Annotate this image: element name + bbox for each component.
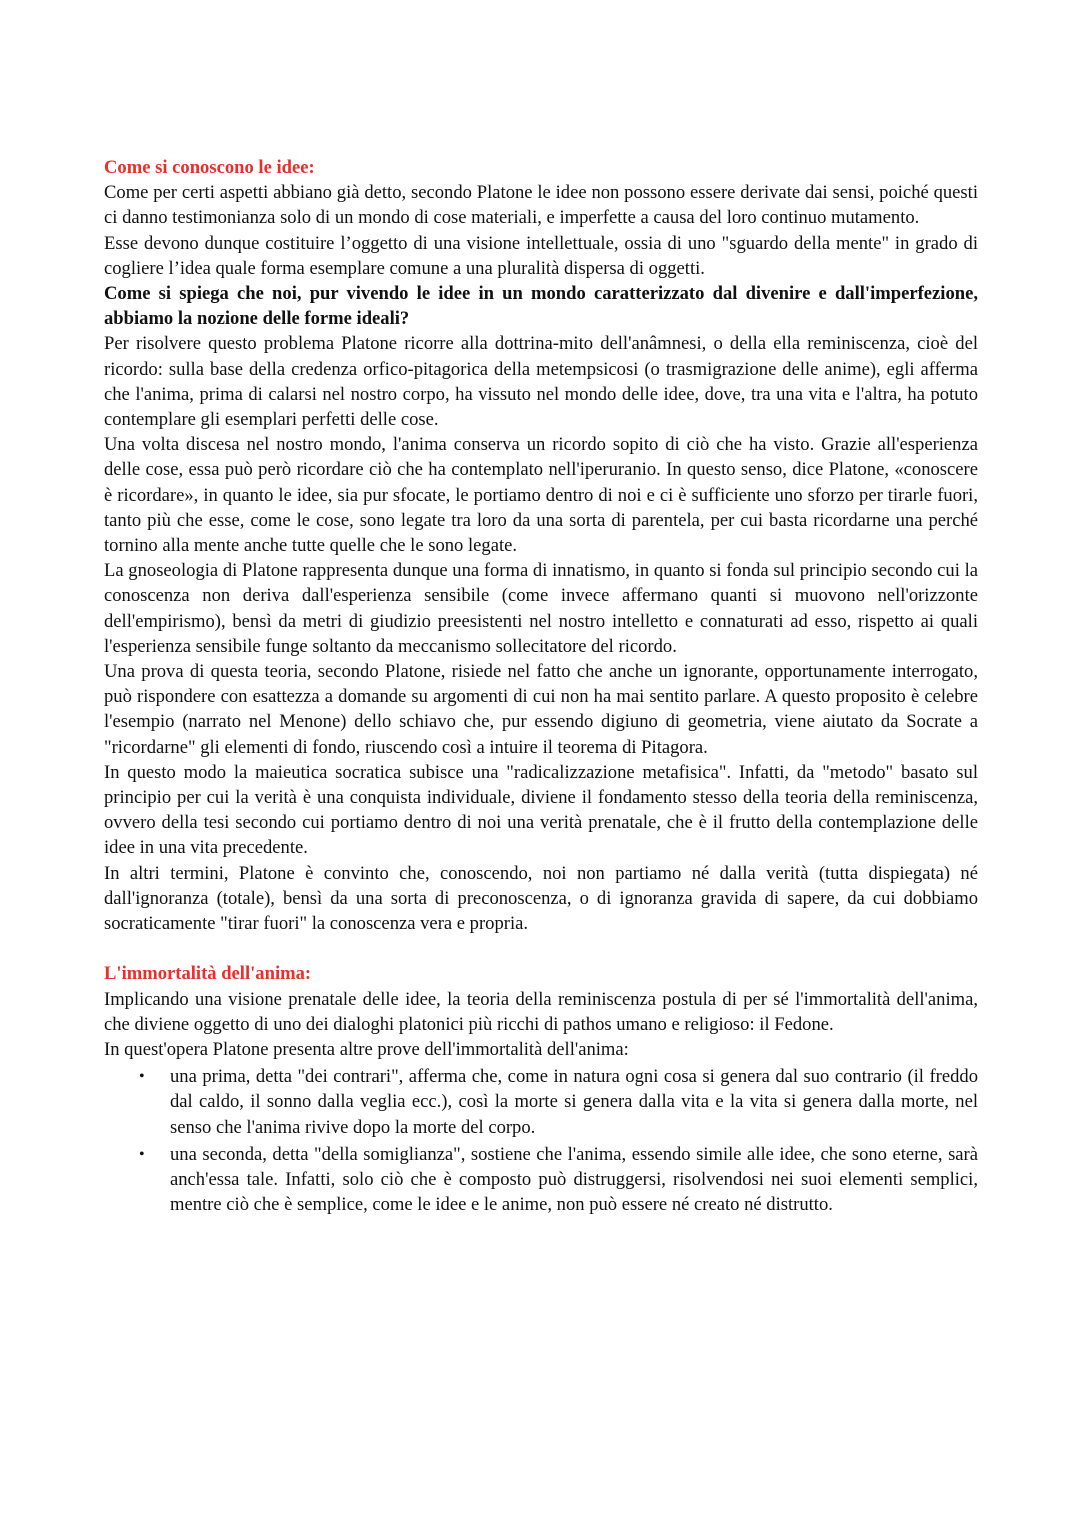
paragraph: La gnoseologia di Platone rappresenta dunque una forma di innatismo, in quanto si fonda sul principio secondo cui la conoscenza non deriva dall'esperienza sensibile (come invece affermano quanti si muovono nell'orizzonte dell'empirismo), bensì da metri di giudizio preesistenti nel nostro intelletto e connaturati ad esso, rispetto ai quali l'esperienza sensibile funge soltanto da meccanismo sollecitatore del ricordo.	[104, 560, 978, 657]
paragraph: In quest'opera Platone presenta altre prove dell'immortalità dell'anima:	[104, 1038, 629, 1060]
document-page	[104, 155, 978, 1217]
paragraph: Una volta discesa nel nostro mondo, l'anima conserva un ricordo sopito di ciò che ha visto. Grazie all'esperienza delle cose, essa può però ricordare ciò che ha contemplato nell'iperuranio. In questo senso, dice Platone, «conoscere è ricordare», in quanto le idee, sia pur sfocate, le portiamo dentro di noi e ci è sufficiente uno sforzo per tirarle fuori, tanto più che esse, come le cose, sono legate tra loro da una sorta di parentela, per cui basta ricordarne una perché tornino alla mente anche tutte quelle che le sono legate.	[104, 434, 978, 557]
paragraph: Esse devono dunque costituire l’oggetto di una visione intellettuale, ossia di uno "sguardo della mente" in grado di cogliere l’idea quale forma esemplare comune a una pluralità dispersa di oggetti.	[104, 232, 978, 279]
paragraph: Per risolvere questo problema Platone ricorre alla dottrina-mito dell'anâmnesi, o della ella reminiscenza, cioè del ricordo: sulla base della credenza orfico-pitagorica della metempsicosi (o trasmigrazione delle anime), egli afferma che l'anima, prima di calarsi nel nostro corpo, ha vissuto nel mondo delle idee, dove, tra una vita e l'altra, ha potuto contemplare gli esemplari perfetti delle cose.	[104, 333, 978, 431]
paragraph: In questo modo la maieutica socratica subisce una "radicalizzazione metafisica". Infatti, da "metodo" basato sul principio per cui la verità è una conquista individuale, diviene il fondamento stesso della teoria della reminiscenza, ovvero della tesi secondo cui portiamo dentro di noi una verità prenatale, che è il frutto della contemplazione delle idee in una vita precedente.	[104, 761, 978, 859]
section-heading-immortality: L'immortalità dell'anima:	[104, 963, 312, 985]
paragraph: Implicando una visione prenatale delle idee, la teoria della reminiscenza postula di per sé l'immortalità dell'anima, che diviene oggetto di uno dei dialoghi platonici più ricchi di pathos umano e religioso: il Fedone.	[104, 988, 978, 1035]
paragraph: Una prova di questa teoria, secondo Platone, risiede nel fatto che anche un ignorante, opportunamente interrogato, può rispondere con esattezza a domande su argomenti di cui non ha mai sentito parlare. A questo proposito è celebre l'esempio (narrato nel Menone) dello schiavo che, pur essendo digiuno di geometria, viene aiutato da Socrate a "ricordarne" gli elementi di fondo, riuscendo così a intuire il teorema di Pitagora.	[104, 661, 978, 758]
bullet-icon: •	[139, 1145, 145, 1163]
paragraph: In altri termini, Platone è convinto che, conoscendo, noi non partiamo né dalla verità (tutta dispiegata) né dall'ignoranza (totale), bensì da una sorta di preconoscenza, o di ignoranza gravida di sapere, da cui dobbiamo socraticamente "tirar fuori" la conoscenza vera e propria.	[104, 862, 978, 935]
list-item	[104, 1064, 978, 1140]
bullet-icon: •	[139, 1068, 145, 1086]
paragraph: Come per certi aspetti abbiano già detto, secondo Platone le idee non possono essere derivate dai sensi, poiché questi ci danno testimonianza solo di un mondo di cose materiali, e imperfette a causa del loro continuo mutamento.	[104, 182, 978, 229]
question-paragraph: Come si spiega che noi, pur vivendo le idee in un mondo caratterizzato dal divenire e dall'imperfezione, abbiamo la nozione delle forme ideali?	[104, 283, 978, 330]
list-item-text: una prima, detta "dei contrari", afferma che, come in natura ogni cosa si genera dal suo contrario (il freddo dal caldo, il sonno dalla veglia ecc.), così la morte si genera dalla vita e la vita si genera dalla morte, nel senso che l'anima rivive dopo la morte del corpo.	[170, 1066, 978, 1138]
list-item	[104, 1142, 978, 1218]
list-item-text: una seconda, detta "della somiglianza", sostiene che l'anima, essendo simile alle idee, che sono eterne, sarà anch'essa tale. Infatti, solo ciò che è composto può distruggersi, risolvendosi nei suoi elementi semplici, mentre ciò che è semplice, come le idee e le anime, non può essere né creato né distrutto.	[170, 1143, 978, 1216]
proof-list	[104, 1064, 978, 1217]
section-heading-knowledge: Come si conoscono le idee:	[104, 157, 315, 178]
section-spacer	[104, 936, 978, 961]
